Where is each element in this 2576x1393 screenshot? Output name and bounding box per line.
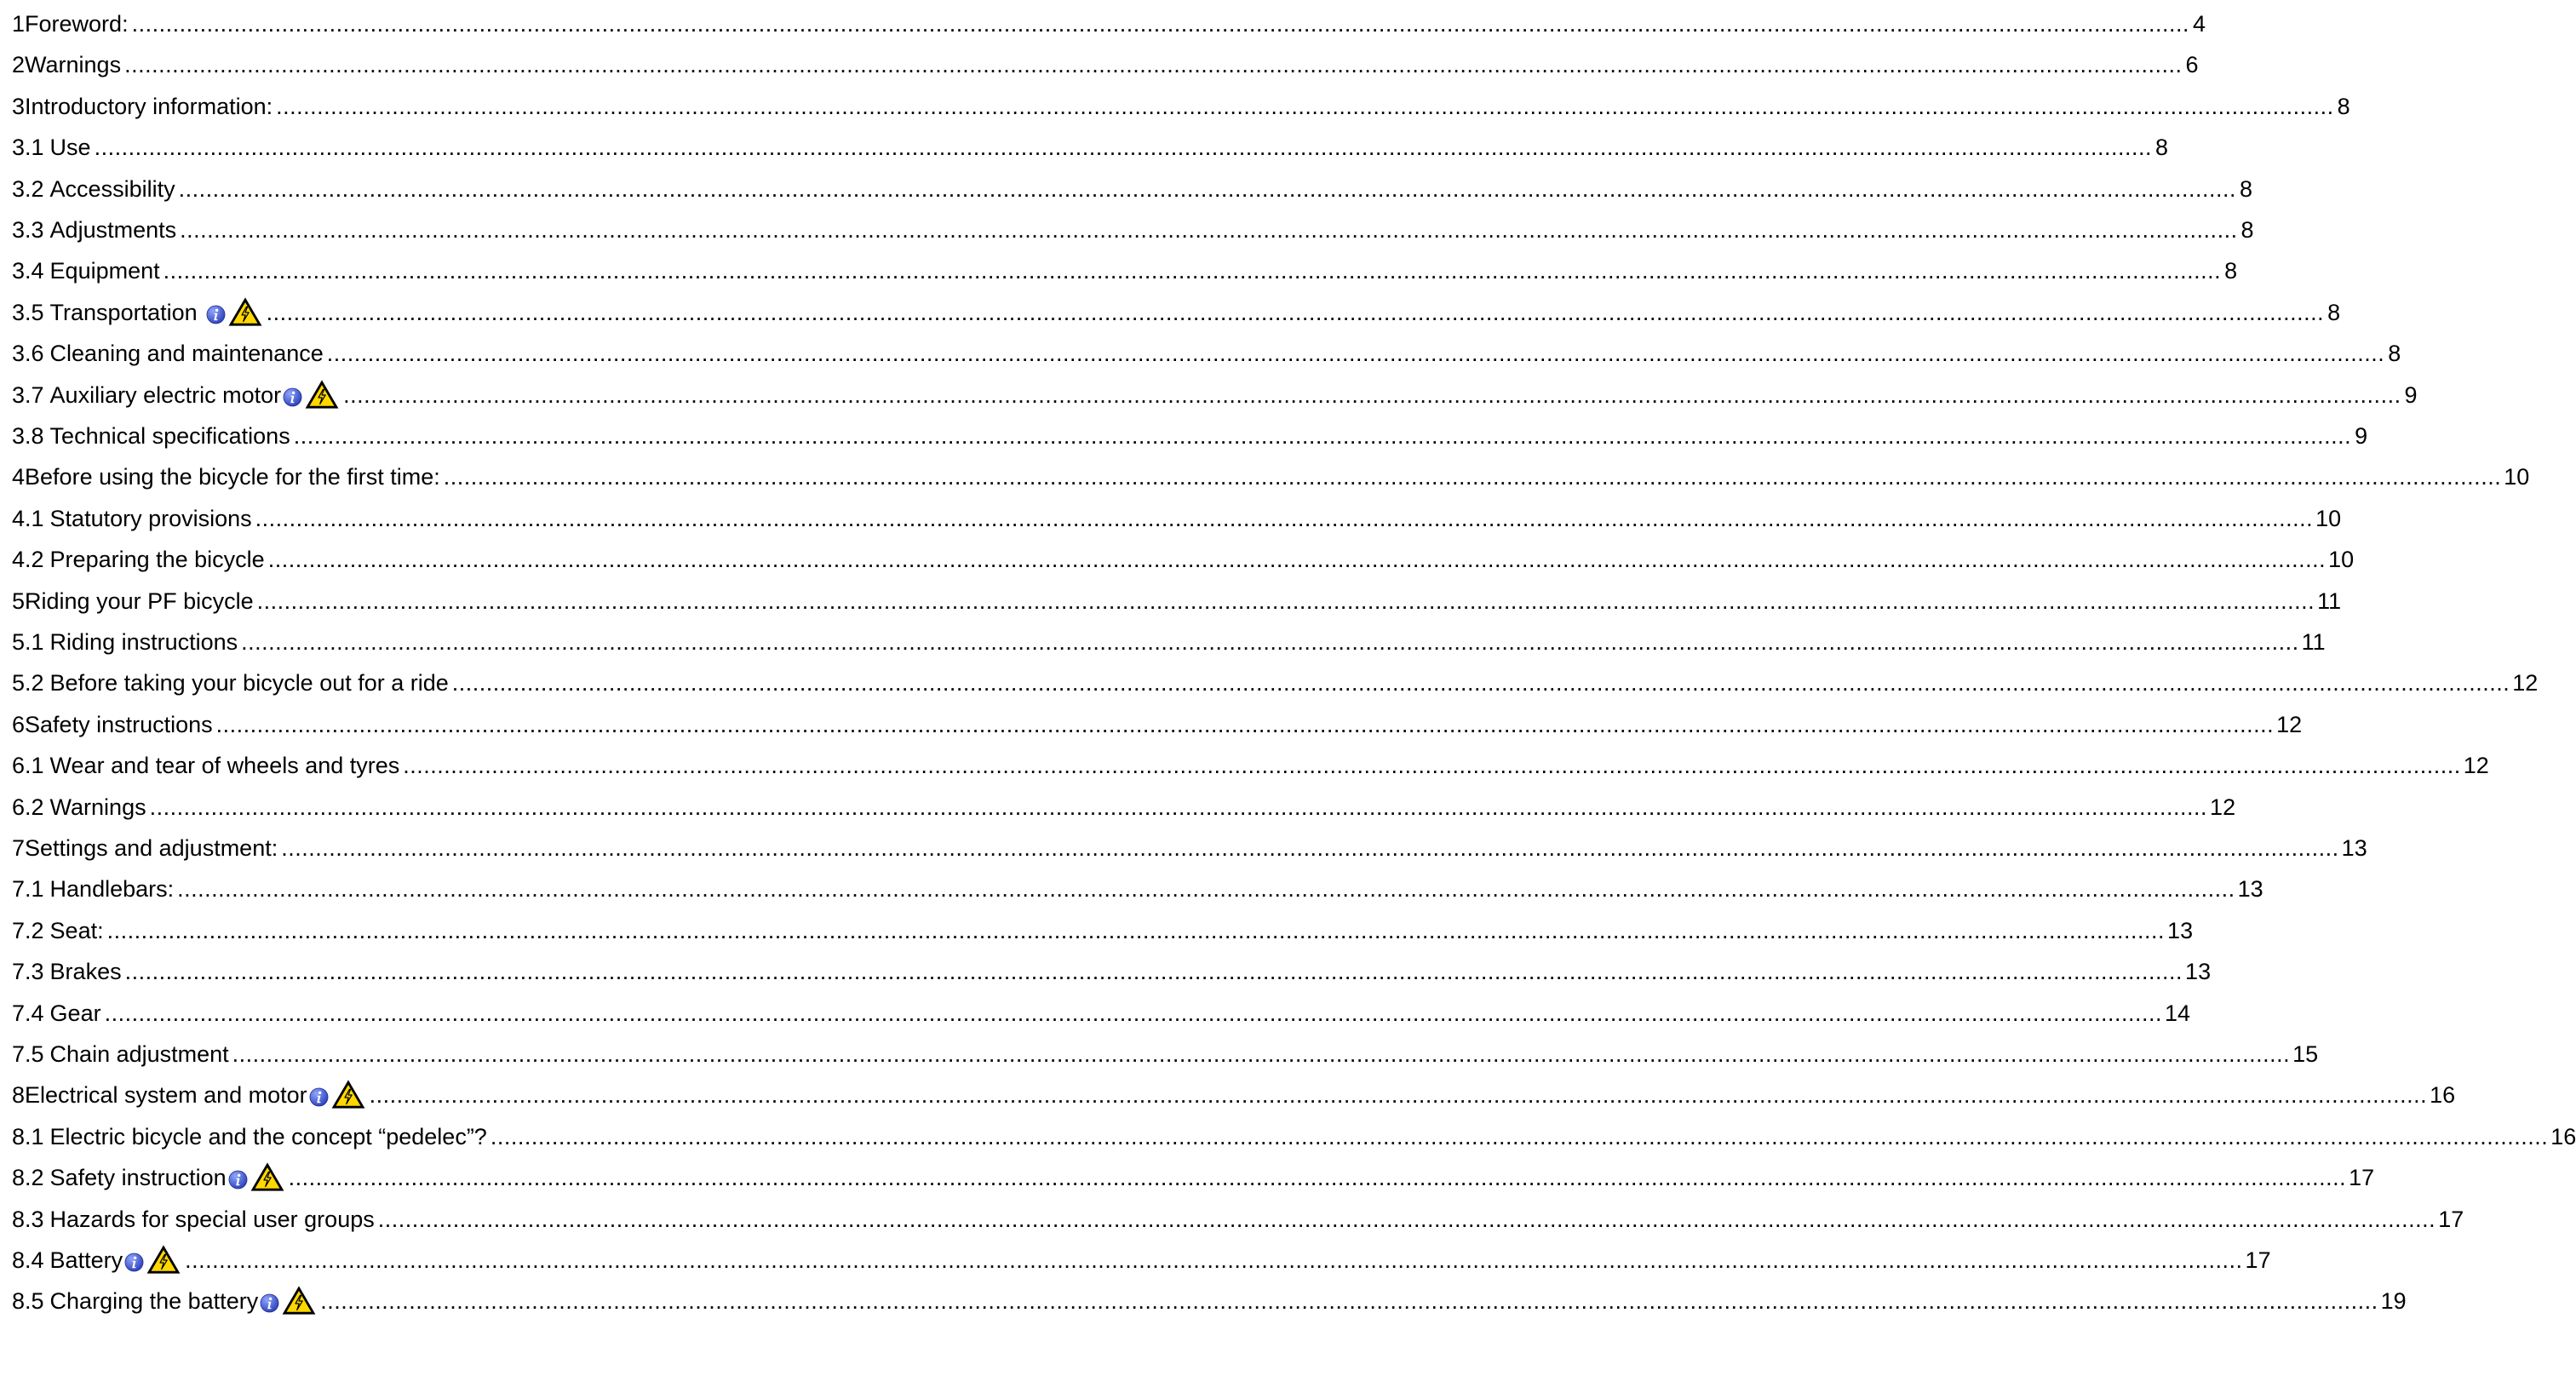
toc-page-number: 16 — [2430, 1082, 2456, 1109]
toc-dot-leader: .............................................................................................................................................................................................................................................................................................................. — [104, 1000, 2163, 1026]
toc-entry-number: 7.5 — [12, 1041, 44, 1067]
toc-entry-number: 8.2 — [12, 1165, 44, 1191]
toc-entry-title: Equipment — [49, 258, 160, 284]
toc-entry-title: Preparing the bicycle — [49, 547, 265, 573]
toc-entry-number: 8.4 — [12, 1247, 44, 1273]
toc-entry-title: Before taking your bicycle out for a ride — [49, 670, 449, 696]
toc-page-number: 9 — [2404, 381, 2418, 408]
toc-dot-leader: .............................................................................................................................................................................................................................................................................................................. — [320, 1288, 2378, 1315]
info-icon — [206, 305, 226, 324]
toc-page-number: 13 — [2167, 917, 2194, 943]
toc-entry-number: 5.2 — [12, 670, 44, 696]
toc-entry-number: 3.5 — [12, 299, 44, 325]
toc-dot-leader: .............................................................................................................................................................................................................................................................................................................. — [451, 670, 2510, 696]
toc-page-number: 13 — [2341, 835, 2367, 861]
toc-page-number: 19 — [2380, 1288, 2407, 1315]
toc-entry-8-1[interactable] — [12, 1120, 2576, 1154]
toc-dot-leader: .............................................................................................................................................................................................................................................................................................................. — [232, 1041, 2291, 1067]
toc-entry-3-2[interactable] — [12, 172, 2253, 206]
toc-entry-number: 7.2 — [12, 917, 44, 943]
info-icon — [260, 1293, 279, 1313]
toc-entry-number: 8.5 — [12, 1288, 44, 1315]
toc-entry-number: 3.6 — [12, 341, 44, 367]
toc-entry-number: 8.3 — [12, 1206, 44, 1232]
toc-entry-number: 4.1 — [12, 505, 44, 531]
toc-page-number: 11 — [2317, 588, 2342, 614]
toc-dot-leader: .............................................................................................................................................................................................................................................................................................................. — [124, 959, 2183, 985]
electrical-warning-icon — [250, 1161, 285, 1192]
toc-entry-title: Riding instructions — [49, 629, 238, 655]
toc-dot-leader: .............................................................................................................................................................................................................................................................................................................. — [177, 876, 2235, 903]
toc-entry-3-1[interactable] — [12, 130, 2169, 164]
toc-entry-title: Safety instructions — [25, 711, 213, 737]
toc-entry-3-6[interactable] — [12, 336, 2401, 370]
toc-page-number: 8 — [2240, 175, 2253, 202]
toc-entry-title: Transportation — [49, 299, 198, 325]
toc-entry-icons — [228, 1163, 285, 1192]
toc-dot-leader: .............................................................................................................................................................................................................................................................................................................. — [106, 917, 2166, 943]
toc-entry-title: Gear — [49, 1000, 101, 1026]
toc-entry-number: 1 — [12, 11, 26, 37]
info-icon — [228, 1170, 248, 1189]
toc-page-number: 10 — [2504, 464, 2530, 490]
toc-page-number: 10 — [2315, 505, 2342, 531]
toc-entry-title: Introductory information: — [25, 93, 273, 119]
toc-entry-title: Hazards for special user groups — [49, 1206, 375, 1232]
toc-entry-6-1[interactable] — [12, 748, 2489, 782]
toc-dot-leader: .............................................................................................................................................................................................................................................................................................................. — [288, 1165, 2347, 1191]
toc-entry-icons — [206, 298, 263, 327]
toc-entry-title: Technical specifications — [49, 423, 290, 449]
toc-dot-leader: .............................................................................................................................................................................................................................................................................................................. — [178, 175, 2237, 202]
toc-entry-title: Auxiliary electric motor — [49, 381, 282, 408]
info-icon — [124, 1253, 144, 1272]
toc-page-number: 4 — [2193, 11, 2206, 37]
info-icon — [309, 1087, 329, 1107]
toc-dot-leader: .............................................................................................................................................................................................................................................................................................................. — [490, 1123, 2549, 1149]
toc-entry-title: Adjustments — [49, 217, 177, 243]
toc-entry-number: 3 — [12, 93, 26, 119]
toc-entry-number: 3.7 — [12, 381, 44, 408]
toc-entry-number: 8 — [12, 1082, 26, 1109]
toc-dot-leader: .............................................................................................................................................................................................................................................................................................................. — [267, 547, 2326, 573]
toc-entry-number: 5.1 — [12, 629, 44, 655]
toc-entry-number: 3.4 — [12, 258, 44, 284]
toc-page-number: 8 — [2337, 93, 2350, 119]
toc-dot-leader: .............................................................................................................................................................................................................................................................................................................. — [276, 93, 2334, 119]
toc-entry-1[interactable] — [12, 7, 2206, 41]
toc-dot-leader: .............................................................................................................................................................................................................................................................................................................. — [369, 1082, 2428, 1109]
toc-dot-leader: .............................................................................................................................................................................................................................................................................................................. — [255, 505, 2314, 531]
toc-entry-5[interactable] — [12, 584, 2342, 618]
toc-entry-title: Wear and tear of wheels and tyres — [49, 753, 400, 779]
toc-entry-7-2[interactable] — [12, 914, 2194, 948]
toc-page-number: 8 — [2327, 299, 2341, 325]
toc-dot-leader: .............................................................................................................................................................................................................................................................................................................. — [163, 258, 2222, 284]
toc-dot-leader: .............................................................................................................................................................................................................................................................................................................. — [403, 753, 2461, 779]
toc-page-number: 13 — [2237, 876, 2263, 903]
toc-entry-3-3[interactable] — [12, 213, 2254, 247]
toc-entry-title: Seat: — [49, 917, 104, 943]
toc-entry-8-2[interactable] — [12, 1161, 2375, 1195]
toc-page-number: 17 — [2438, 1206, 2464, 1232]
toc-entry-6-2[interactable] — [12, 790, 2236, 824]
toc-entry-number: 3.2 — [12, 175, 44, 202]
toc-entry-7-1[interactable] — [12, 872, 2263, 906]
toc-entry-title: Safety instruction — [49, 1165, 227, 1191]
toc-entry-title: Statutory provisions — [49, 505, 252, 531]
toc-entry-title: Brakes — [49, 959, 122, 985]
toc-entry-title: Electrical system and motor — [25, 1082, 307, 1109]
toc-page-number: 8 — [2154, 135, 2169, 161]
toc-dot-leader: .............................................................................................................................................................................................................................................................................................................. — [185, 1247, 2243, 1273]
toc-entry-number: 6 — [12, 711, 26, 737]
toc-entry-7-4[interactable] — [12, 996, 2191, 1030]
toc-page-number: 17 — [2245, 1247, 2271, 1273]
toc-entry-title: Cleaning and maintenance — [49, 341, 324, 367]
toc-entry-icons — [124, 1246, 181, 1275]
toc-page-number: 16 — [2550, 1123, 2576, 1149]
toc-page-number: 8 — [2240, 217, 2254, 243]
toc-page-number: 12 — [2463, 753, 2489, 779]
toc-entry-title: Use — [49, 135, 91, 161]
toc-entry-number: 6.2 — [12, 794, 44, 820]
toc-dot-leader: .............................................................................................................................................................................................................................................................................................................. — [443, 464, 2502, 490]
electrical-warning-icon — [330, 1079, 366, 1109]
toc-page-number: 10 — [2328, 547, 2355, 573]
toc-page-number: 6 — [2185, 52, 2199, 78]
toc-entry-7-5[interactable] — [12, 1037, 2319, 1071]
toc-page-number: 8 — [2224, 258, 2238, 284]
toc-entry-number: 4 — [12, 464, 26, 490]
info-icon — [283, 387, 302, 407]
toc-entry-number: 3.8 — [12, 423, 44, 449]
toc-entry-number: 7.3 — [12, 959, 44, 985]
toc-dot-leader: .............................................................................................................................................................................................................................................................................................................. — [149, 794, 2208, 820]
electrical-warning-icon — [281, 1285, 317, 1316]
toc-entry-number: 7 — [12, 835, 26, 861]
toc-entry-8[interactable] — [12, 1078, 2456, 1112]
toc-dot-leader: .............................................................................................................................................................................................................................................................................................................. — [281, 835, 2339, 861]
toc-entry-title: Before using the bicycle for the first time: — [25, 464, 440, 490]
toc-dot-leader: .............................................................................................................................................................................................................................................................................................................. — [256, 588, 2315, 614]
toc-entry-4-1[interactable] — [12, 502, 2342, 536]
toc-dot-leader: .............................................................................................................................................................................................................................................................................................................. — [326, 341, 2385, 367]
toc-dot-leader: .............................................................................................................................................................................................................................................................................................................. — [124, 52, 2183, 78]
toc-entry-number: 3.1 — [12, 135, 44, 161]
toc-entry-number: 4.2 — [12, 547, 44, 573]
toc-page-number: 12 — [2210, 794, 2236, 820]
toc-entry-title: Settings and adjustment: — [25, 835, 278, 861]
toc-entry-3-4[interactable] — [12, 254, 2238, 288]
toc-entry-8-5[interactable] — [12, 1284, 2407, 1318]
toc-page-number: 12 — [2276, 711, 2303, 737]
toc-entry-title: Warnings — [25, 52, 122, 78]
toc-entry-title: Battery — [49, 1247, 123, 1273]
toc-entry-5-2[interactable] — [12, 666, 2539, 700]
toc-entry-title: Chain adjustment — [49, 1041, 229, 1067]
toc-entry-8-3[interactable] — [12, 1202, 2464, 1236]
toc-entry-icons — [309, 1081, 366, 1109]
toc-entry-6[interactable] — [12, 708, 2303, 742]
toc-dot-leader: .............................................................................................................................................................................................................................................................................................................. — [293, 423, 2352, 449]
toc-entry-2[interactable] — [12, 48, 2199, 82]
toc-entry-icons — [283, 381, 340, 410]
electrical-warning-icon — [304, 379, 340, 410]
toc-entry-3-5[interactable] — [12, 295, 2341, 330]
toc-dot-leader: .............................................................................................................................................................................................................................................................................................................. — [377, 1206, 2436, 1232]
toc-entry-3-7[interactable] — [12, 378, 2418, 412]
toc-page-number: 9 — [2355, 423, 2368, 449]
toc-entry-3[interactable] — [12, 89, 2350, 123]
toc-entry-title: Warnings — [49, 794, 146, 820]
toc-entry-icons — [260, 1287, 317, 1316]
toc-entry-7[interactable] — [12, 831, 2367, 865]
toc-entry-number: 6.1 — [12, 753, 44, 779]
toc-page-number: 14 — [2165, 1000, 2191, 1026]
toc-dot-leader: .............................................................................................................................................................................................................................................................................................................. — [180, 217, 2238, 243]
toc-entry-title: Charging the battery — [49, 1288, 259, 1315]
toc-page-number: 8 — [2388, 341, 2401, 367]
toc-entry-title: Handlebars: — [49, 876, 175, 903]
toc-entry-number: 3.3 — [12, 217, 44, 243]
electrical-warning-icon — [146, 1244, 181, 1275]
toc-page-number: 12 — [2512, 670, 2539, 696]
toc-dot-leader: .............................................................................................................................................................................................................................................................................................................. — [343, 381, 2401, 408]
toc-page-number: 15 — [2292, 1041, 2319, 1067]
toc-entry-title: Riding your PF bicycle — [25, 588, 254, 614]
toc-entry-number: 2 — [12, 52, 26, 78]
toc-entry-3-8[interactable] — [12, 419, 2368, 453]
toc-page-number: 11 — [2301, 629, 2326, 655]
toc-entry-4[interactable] — [12, 460, 2530, 494]
toc-entry-number: 8.1 — [12, 1123, 44, 1149]
toc-dot-leader: .............................................................................................................................................................................................................................................................................................................. — [241, 629, 2299, 655]
toc-dot-leader: .............................................................................................................................................................................................................................................................................................................. — [131, 11, 2190, 37]
toc-entry-title: Electric bicycle and the concept “pedelec”? — [49, 1123, 487, 1149]
toc-dot-leader: .............................................................................................................................................................................................................................................................................................................. — [94, 135, 2153, 161]
toc-entry-number: 5 — [12, 588, 26, 614]
toc-entry-number: 7.1 — [12, 876, 44, 903]
toc-entry-title: Foreword: — [25, 11, 129, 37]
toc-dot-leader: .............................................................................................................................................................................................................................................................................................................. — [215, 711, 2275, 737]
toc-entry-4-2[interactable] — [12, 542, 2355, 576]
toc-dot-leader: .............................................................................................................................................................................................................................................................................................................. — [266, 299, 2325, 325]
toc-entry-5-1[interactable] — [12, 625, 2326, 659]
toc-page-number: 13 — [2185, 959, 2212, 985]
toc-entry-8-4[interactable] — [12, 1243, 2271, 1277]
toc-page-number: 17 — [2349, 1165, 2375, 1191]
toc-entry-title: Accessibility — [49, 175, 175, 202]
toc-entry-number: 7.4 — [12, 1000, 44, 1026]
electrical-warning-icon — [227, 296, 263, 327]
toc-entry-7-3[interactable] — [12, 954, 2212, 989]
